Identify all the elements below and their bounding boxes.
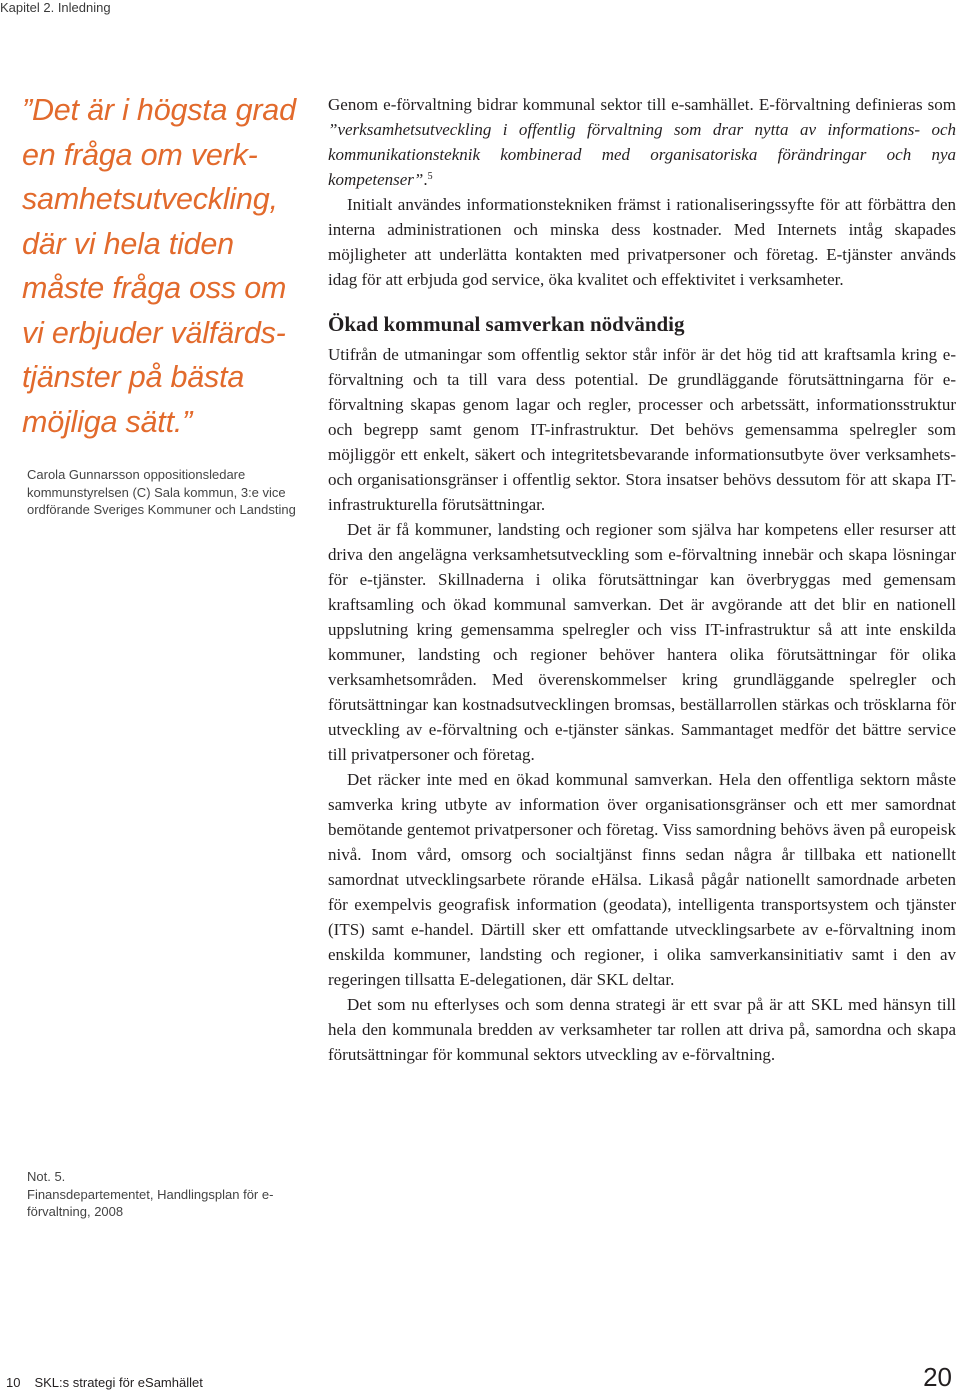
footnote-line: förvaltning, 2008 bbox=[27, 1204, 124, 1219]
paragraph: Det är få kommuner, landsting och regioner som själva har kompetens eller resurser att driva den angelägna verksamhetsutveckling som e-förvaltning innebär och skapa lösningar för e-tjänster. Skillnaderna i olika förutsättningar kan överbryggas med gemensam kraftsamling och ökad kommunal samverkan. Det är avgörande att det blir en nationell uppslutning kring gemensamma spelregler och viss IT-infrastruktur så att inte enskilda kommuner, landsting och regioner behöver hantera olika förutsättningar för olika verksamhetsområden. Med överenskommelser kring grundläggande spelregler och förutsättningar kan kostnadsutvecklingen bromsas, beställarrollen stärkas och trösklarna för utveckling av e-förvaltning och e-tjänster sänkas. Sammantaget medför det bättre service till privatpersoner och företag. bbox=[328, 520, 956, 764]
attribution-line: ordförande Sveriges Kommuner och Landsting bbox=[27, 502, 296, 517]
footer bbox=[6, 1375, 203, 1390]
quote-line: måste fråga oss om bbox=[22, 271, 287, 305]
chapter-header: Kapitel 2. Inledning bbox=[0, 0, 111, 15]
footnote-ref: 5 bbox=[427, 171, 433, 182]
attribution-line: Carola Gunnarsson oppositionsledare bbox=[27, 467, 246, 482]
paragraph: Det räcker inte med en ökad kommunal samverkan. Hela den offentliga sektorn måste samverka kring utbyte av information över organisationsgränser och ett mer samordnat bemötande gentemot privatpersoner och företag. Viss samordning behövs även på europeisk nivå. Inom vård, omsorg och socialtjänst finns sedan några år tillbaka ett nationellt samordnat utvecklingsarbete rörande eHälsa. Likaså pågår nationellt samordnade arbeten för exempelvis geografisk information (geodata), intelligenta transportsystem och tjänster (ITS) samt e-handel. Därtill sker ett omfattande utvecklingsarbete av e-förvaltning inom enskilda kommuner, landsting och regioner, i olika samverkansinitiativ samt i den av regeringen tillsatta E-delegationen, där SKL deltar. bbox=[328, 770, 956, 989]
paragraph-intro bbox=[328, 92, 956, 192]
quote-line: där vi hela tiden bbox=[22, 226, 234, 261]
attribution-line: kommunstyrelsen (C) Sala kommun, 3:e vice bbox=[27, 484, 286, 500]
intro-period: . bbox=[423, 170, 428, 189]
publication-title: SKL:s strategi för eSamhället bbox=[34, 1375, 203, 1390]
paragraph: Initialt användes informationstekniken främst i rationaliseringssyfte för att förbättra den interna administrationen och minska dess kostnader. Med Internets intåg skapades möjligheter att underlätta kontakten med privatpersoner och företag. E-tjänster används idag för att erbjuda god service, öka kvalitet och effektivitet i verksamheter. bbox=[328, 195, 956, 289]
footnote-label: Not. 5. bbox=[27, 1169, 66, 1184]
footnote bbox=[27, 1168, 317, 1221]
main-text bbox=[328, 92, 956, 1067]
page-number-right: 20 bbox=[923, 1362, 952, 1392]
quote-line: tjänster på bästa bbox=[22, 360, 245, 394]
pull-quote bbox=[22, 88, 322, 444]
quote-line: möjliga sätt.” bbox=[22, 404, 193, 439]
page-number-left: 10 bbox=[6, 1375, 21, 1390]
quote-line: vi erbjuder välfärds- bbox=[22, 315, 286, 350]
section-heading: Ökad kommunal samverkan nödvändig bbox=[328, 312, 685, 336]
intro-text: Genom e-förvaltning bidrar kommunal sektor till e-samhället. E-förvaltning definieras som bbox=[328, 95, 956, 114]
quote-line: en fråga om verk- bbox=[22, 137, 258, 172]
quote-line: samhetsutveckling, bbox=[22, 182, 278, 216]
footnote-line: Finansdepartementet, Handlingsplan för e- bbox=[27, 1186, 274, 1202]
quote-attribution bbox=[27, 466, 317, 519]
quote-line: ”Det är i högsta grad bbox=[22, 93, 296, 127]
definition-quote: ”verksamhetsutveckling i offentlig förvaltning som drar nytta av informations- och kommunikationsteknik kombinerad med organisatoriska förändringar och nya kompetenser” bbox=[328, 120, 956, 189]
paragraph: Utifrån de utmaningar som offentlig sektor står inför är det hög tid att kraftsamla kring e-förvaltning och ta till vara dess potential. De grundläggande förutsättningarna för e-förvaltning skapas genom lagar och regler, processer och arbetssätt, informationsstruktur och begrepp samt genom IT-infrastruktur. Det behövs gemensamma spelregler som möjliggör ett enkelt, säkert och integritetsbevarande informationsutbyte över verksamhets- och organisationsgränser i offentlig sektor. Stora insatser behövs dessutom för att skapa IT-infrastrukturella förutsättningar. bbox=[328, 345, 956, 514]
paragraph: Det som nu efterlyses och som denna strategi är ett svar på är att SKL med hänsyn till hela den kommunala bredden av verksamheter tar rollen att driva på, samordna och skapa förutsättningar för kommunal sektors utveckling av e-förvaltning. bbox=[328, 995, 956, 1064]
